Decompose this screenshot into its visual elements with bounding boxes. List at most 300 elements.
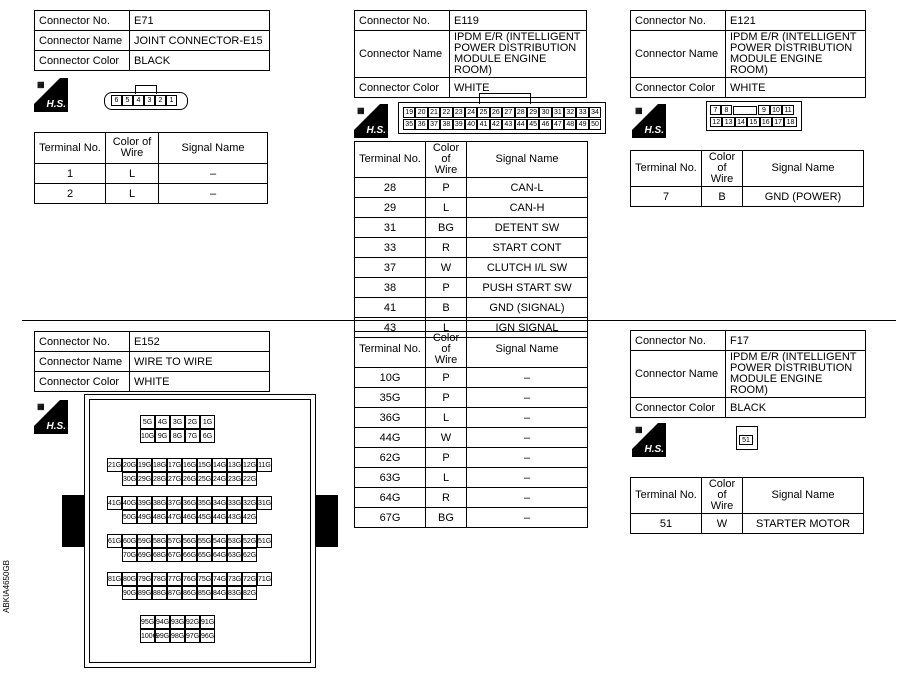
f17-connector-face — [736, 426, 758, 450]
e121-info-table — [630, 10, 866, 98]
pin-cell: 14G — [212, 458, 227, 472]
pin-cell: 37 — [428, 119, 440, 130]
cell-signal: DETENT SW — [467, 218, 588, 238]
pin-cell: 92G — [185, 615, 200, 629]
pin-cell: 15G — [197, 458, 212, 472]
pin-cell: 29 — [527, 107, 539, 118]
info-key: Connector Name — [35, 31, 130, 51]
pin-cell: 7G — [185, 429, 200, 443]
pin-cell: 10G — [140, 429, 155, 443]
harness-side-icon — [632, 104, 666, 138]
info-value: BLACK — [130, 51, 270, 71]
pin-cell: 67G — [167, 548, 182, 562]
cell-signal: – — [159, 184, 268, 204]
cell-terminal: 33 — [355, 238, 426, 258]
e119-info-table — [354, 10, 587, 98]
info-key: Connector Color — [35, 51, 130, 71]
pin-cell: 74G — [212, 572, 227, 586]
info-value: F17 — [726, 331, 866, 351]
pin-cell: 13 — [722, 117, 734, 127]
pin-cell: 96G — [200, 629, 215, 643]
info-key: Connector No. — [355, 11, 450, 31]
cell-terminal: 41 — [355, 298, 426, 318]
e121-terminal-table — [630, 150, 864, 207]
cell-signal: – — [467, 428, 588, 448]
e71-info-table — [34, 10, 270, 71]
hs-label: H.S. — [46, 421, 66, 432]
info-value: E71 — [130, 11, 270, 31]
pin-cell: 31 — [552, 107, 564, 118]
header-signal: Signal Name — [743, 478, 864, 514]
hs-label: H.S. — [644, 125, 664, 136]
section-divider — [22, 320, 896, 321]
pin-cell: 94G — [155, 615, 170, 629]
cell-terminal: 31 — [355, 218, 426, 238]
pin-cell: 87G — [167, 586, 182, 600]
pin-cell: 69G — [137, 548, 152, 562]
pin-cell: 5G — [140, 415, 155, 429]
pin-cell: 90G — [122, 586, 137, 600]
pin-cell: 44G — [212, 510, 227, 524]
pin-cell: 38G — [152, 496, 167, 510]
table-row — [355, 388, 588, 408]
cell-color: W — [426, 258, 467, 278]
header-terminal: Terminal No. — [631, 151, 702, 187]
pin-cell: 20 — [415, 107, 427, 118]
cell-terminal: 36G — [355, 408, 426, 428]
pin-cell: 23 — [453, 107, 465, 118]
cell-terminal: 44G — [355, 428, 426, 448]
pin-cell: 30 — [539, 107, 551, 118]
info-key: Connector Color — [355, 78, 450, 98]
info-value: E121 — [726, 11, 866, 31]
pin-cell: 30G — [122, 472, 137, 486]
table-row — [355, 258, 588, 278]
pin-cell: 4 — [133, 95, 144, 106]
pin-cell: 46G — [182, 510, 197, 524]
cell-color: B — [426, 298, 467, 318]
header-terminal: Terminal No. — [631, 478, 702, 514]
pin-cell: 52G — [242, 534, 257, 548]
pin-cell: 29G — [137, 472, 152, 486]
pin-cell: 46 — [539, 119, 551, 130]
table-row — [355, 468, 588, 488]
header-signal: Signal Name — [159, 133, 268, 164]
header-terminal: Terminal No. — [355, 142, 426, 178]
pin-cell: 78G — [152, 572, 167, 586]
e152-connector-face — [84, 394, 316, 668]
table-row — [631, 514, 864, 534]
connector-glyph-icon: ▦ — [37, 402, 45, 411]
pin-cell: 62G — [242, 548, 257, 562]
e152-terminal-table — [354, 331, 588, 528]
info-key: Connector Name — [631, 31, 726, 78]
info-key: Connector Color — [631, 78, 726, 98]
pin-cell: 26G — [182, 472, 197, 486]
cell-color: BG — [426, 218, 467, 238]
pin-cell: 45G — [197, 510, 212, 524]
pin-cell: 38 — [440, 119, 452, 130]
info-value: E152 — [130, 332, 270, 352]
pin-cell: 48 — [564, 119, 576, 130]
info-value: JOINT CONNECTOR-E15 — [130, 31, 270, 51]
cell-signal: GND (POWER) — [743, 187, 864, 207]
info-value: WHITE — [450, 78, 587, 98]
info-key: Connector No. — [631, 11, 726, 31]
pin-cell: 12 — [710, 117, 722, 127]
pin-cell: 36 — [415, 119, 427, 130]
pin-cell: 9G — [155, 429, 170, 443]
cell-signal: – — [467, 368, 588, 388]
connector-latch-left — [62, 495, 84, 547]
info-value: WHITE — [726, 78, 866, 98]
pin-cell: 54G — [212, 534, 227, 548]
pin-cell: 4G — [155, 415, 170, 429]
pin-cell: 35 — [403, 119, 415, 130]
table-row — [631, 187, 864, 207]
cell-color: R — [426, 488, 467, 508]
pin-cell: 82G — [242, 586, 257, 600]
pin-cell: 40G — [122, 496, 137, 510]
pin-cell: 18 — [784, 117, 796, 127]
table-row — [355, 198, 588, 218]
cell-terminal: 64G — [355, 488, 426, 508]
info-value: WHITE — [130, 372, 270, 392]
cell-terminal: 1 — [35, 164, 106, 184]
cell-color: L — [426, 468, 467, 488]
pin-cell: 48G — [152, 510, 167, 524]
pin-cell: 63G — [227, 548, 242, 562]
pin-cell: 33G — [227, 496, 242, 510]
pin-cell: 88G — [152, 586, 167, 600]
cell-signal: – — [467, 448, 588, 468]
header-signal: Signal Name — [467, 142, 588, 178]
cell-signal: STARTER MOTOR — [743, 514, 864, 534]
pin-cell: 100G — [140, 629, 155, 643]
pin-cell: 1G — [200, 415, 215, 429]
pin-cell: 3 — [144, 95, 155, 106]
cell-terminal: 10G — [355, 368, 426, 388]
table-row — [355, 408, 588, 428]
pin-cell: 16G — [182, 458, 197, 472]
pin-cell: 55G — [197, 534, 212, 548]
pin-cell: 25 — [477, 107, 489, 118]
cell-terminal: 51 — [631, 514, 702, 534]
cell-signal: START CONT — [467, 238, 588, 258]
header-terminal: Terminal No. — [35, 133, 106, 164]
header-color: Color of Wire — [426, 332, 467, 368]
info-key: Connector No. — [35, 11, 130, 31]
info-value: BLACK — [726, 398, 866, 418]
pin-cell: 50G — [122, 510, 137, 524]
hs-label: H.S. — [644, 444, 664, 455]
pin-cell: 34 — [589, 107, 601, 118]
pin-cell: 70G — [122, 548, 137, 562]
pin-cell: 86G — [182, 586, 197, 600]
cell-terminal: 2 — [35, 184, 106, 204]
e71-connector-face — [104, 92, 188, 110]
hs-label: H.S. — [46, 99, 66, 110]
table-row — [355, 178, 588, 198]
cell-terminal: 7 — [631, 187, 702, 207]
cell-signal: – — [467, 468, 588, 488]
pin-cell: 36G — [182, 496, 197, 510]
info-key: Connector Color — [35, 372, 130, 392]
pin-cell: 28 — [515, 107, 527, 118]
cell-signal: – — [467, 388, 588, 408]
harness-side-icon — [34, 400, 68, 434]
pin-cell: 75G — [197, 572, 212, 586]
pin-cell: 2G — [185, 415, 200, 429]
pin-cell: 32G — [242, 496, 257, 510]
pin-cell: 19G — [137, 458, 152, 472]
table-row — [355, 508, 588, 528]
pin-cell: 32 — [564, 107, 576, 118]
cell-color: BG — [426, 508, 467, 528]
pin-cell: 15 — [747, 117, 759, 127]
table-row — [355, 428, 588, 448]
pin-cell: 43 — [502, 119, 514, 130]
pin-cell: 68G — [152, 548, 167, 562]
cell-color: B — [702, 187, 743, 207]
pin-cell: 73G — [227, 572, 242, 586]
pin-cell: 71G — [257, 572, 272, 586]
pin-cell: 97G — [185, 629, 200, 643]
e119-terminal-table — [354, 141, 588, 338]
pin-cell: 12G — [242, 458, 257, 472]
table-row — [355, 218, 588, 238]
pin-cell: 35G — [197, 496, 212, 510]
header-color: Color of Wire — [702, 151, 743, 187]
pin-cell: 41G — [107, 496, 122, 510]
cell-signal: PUSH START SW — [467, 278, 588, 298]
pin-cell: 20G — [122, 458, 137, 472]
table-row — [355, 298, 588, 318]
info-value: E119 — [450, 11, 587, 31]
info-key: Connector No. — [35, 332, 130, 352]
pin-cell: 64G — [212, 548, 227, 562]
cell-terminal: 43 — [355, 318, 426, 338]
pin-cell: 17G — [167, 458, 182, 472]
pin-cell: 5 — [122, 95, 133, 106]
pin-cell: 8 — [721, 105, 732, 115]
cell-color: P — [426, 178, 467, 198]
cell-terminal: 37 — [355, 258, 426, 278]
pin-cell: 44 — [515, 119, 527, 130]
info-value: IPDM E/R (INTELLIGENT POWER DISTRIBUTION MODULE ENGINE ROOM) — [450, 31, 587, 78]
pin-cell: 99G — [155, 629, 170, 643]
cell-signal: – — [467, 508, 588, 528]
cell-color: L — [426, 318, 467, 338]
pin-cell: 80G — [122, 572, 137, 586]
cell-color: P — [426, 388, 467, 408]
pin-cell: 93G — [170, 615, 185, 629]
pin-cell: 22 — [440, 107, 452, 118]
cell-color: L — [106, 164, 159, 184]
pin-cell: 98G — [170, 629, 185, 643]
cell-color: L — [426, 198, 467, 218]
pin-cell: 53G — [227, 534, 242, 548]
table-row — [355, 278, 588, 298]
connector-glyph-icon: ▦ — [357, 106, 365, 115]
pin-cell: 77G — [167, 572, 182, 586]
pin-cell: 7 — [710, 105, 721, 115]
pin-cell: 21G — [107, 458, 122, 472]
pin-cell: 19 — [403, 107, 415, 118]
pin-cell: 83G — [227, 586, 242, 600]
pin-cell: 1 — [166, 95, 177, 106]
e71-terminal-table — [34, 132, 268, 204]
pin-cell: 6 — [111, 95, 122, 106]
header-color: Color of Wire — [106, 133, 159, 164]
pin-cell: 2 — [155, 95, 166, 106]
pin-cell: 22G — [242, 472, 257, 486]
cell-signal: – — [159, 164, 268, 184]
pin-cell: 51G — [257, 534, 272, 548]
pin-cell: 26 — [490, 107, 502, 118]
pin-cell: 39G — [137, 496, 152, 510]
pin-cell: 60G — [122, 534, 137, 548]
cell-signal: GND (SIGNAL) — [467, 298, 588, 318]
table-row — [35, 164, 268, 184]
info-key: Connector Color — [631, 398, 726, 418]
pin-cell: 95G — [140, 615, 155, 629]
figure-code: ABKIA4650GB — [2, 560, 11, 613]
cell-terminal: 67G — [355, 508, 426, 528]
pin-cell: 51 — [739, 435, 753, 445]
table-row — [355, 488, 588, 508]
pin-cell: 79G — [137, 572, 152, 586]
info-key: Connector No. — [631, 331, 726, 351]
pin-cell: 14 — [735, 117, 747, 127]
info-value: WIRE TO WIRE — [130, 352, 270, 372]
table-row — [355, 448, 588, 468]
pin-cell: 33 — [576, 107, 588, 118]
pin-cell: 57G — [167, 534, 182, 548]
pin-cell: 65G — [197, 548, 212, 562]
cell-signal: IGN SIGNAL — [467, 318, 588, 338]
cell-signal: CLUTCH I/L SW — [467, 258, 588, 278]
pin-cell: 40 — [465, 119, 477, 130]
table-row — [355, 368, 588, 388]
info-key: Connector Name — [355, 31, 450, 78]
pin-cell: 91G — [200, 615, 215, 629]
pin-cell: 84G — [212, 586, 227, 600]
pin-cell: 47 — [552, 119, 564, 130]
cell-terminal: 62G — [355, 448, 426, 468]
cell-color: P — [426, 448, 467, 468]
cell-signal: – — [467, 408, 588, 428]
pin-cell: 37G — [167, 496, 182, 510]
connector-lock-icon — [733, 106, 757, 115]
harness-side-icon — [632, 423, 666, 457]
pin-cell: 49G — [137, 510, 152, 524]
pin-cell: 56G — [182, 534, 197, 548]
cell-color: W — [702, 514, 743, 534]
pin-cell: 72G — [242, 572, 257, 586]
cell-terminal: 28 — [355, 178, 426, 198]
pin-cell: 17 — [772, 117, 784, 127]
pin-cell: 21 — [428, 107, 440, 118]
pin-cell: 23G — [227, 472, 242, 486]
header-signal: Signal Name — [743, 151, 864, 187]
pin-cell: 58G — [152, 534, 167, 548]
e121-connector-face — [706, 101, 802, 131]
pin-cell: 39 — [453, 119, 465, 130]
pin-cell: 43G — [227, 510, 242, 524]
cell-signal: CAN-L — [467, 178, 588, 198]
table-row — [35, 184, 268, 204]
header-color: Color of Wire — [702, 478, 743, 514]
connector-glyph-icon: ▦ — [635, 425, 643, 434]
info-value: IPDM E/R (INTELLIGENT POWER DISTRIBUTION MODULE ENGINE ROOM) — [726, 31, 866, 78]
hs-label: H.S. — [366, 125, 386, 136]
pin-cell: 85G — [197, 586, 212, 600]
info-value: IPDM E/R (INTELLIGENT POWER DISTRIBUTION MODULE ENGINE ROOM) — [726, 351, 866, 398]
pin-cell: 16 — [760, 117, 772, 127]
header-signal: Signal Name — [467, 332, 588, 368]
pin-cell: 42G — [242, 510, 257, 524]
pin-cell: 76G — [182, 572, 197, 586]
connector-glyph-icon: ▦ — [37, 80, 45, 89]
pin-cell: 9 — [758, 105, 770, 115]
pin-cell: 6G — [200, 429, 215, 443]
harness-side-icon — [354, 104, 388, 138]
pin-cell: 18G — [152, 458, 167, 472]
pin-cell: 13G — [227, 458, 242, 472]
pin-cell: 34G — [212, 496, 227, 510]
pin-cell: 28G — [152, 472, 167, 486]
pin-cell: 49 — [576, 119, 588, 130]
cell-color: R — [426, 238, 467, 258]
pin-cell: 11 — [782, 105, 794, 115]
cell-color: W — [426, 428, 467, 448]
connector-latch-right — [316, 495, 338, 547]
pin-cell: 50 — [589, 119, 601, 130]
pin-cell: 42 — [490, 119, 502, 130]
pin-cell: 3G — [170, 415, 185, 429]
cell-color: L — [106, 184, 159, 204]
pin-cell: 89G — [137, 586, 152, 600]
cell-terminal: 38 — [355, 278, 426, 298]
pin-cell: 31G — [257, 496, 272, 510]
info-key: Connector Name — [631, 351, 726, 398]
e119-connector-face — [398, 102, 606, 134]
pin-cell: 61G — [107, 534, 122, 548]
pin-cell: 27 — [502, 107, 514, 118]
e152-info-table — [34, 331, 270, 392]
info-key: Connector Name — [35, 352, 130, 372]
pin-cell: 59G — [137, 534, 152, 548]
f17-info-table — [630, 330, 866, 418]
pin-cell: 66G — [182, 548, 197, 562]
pin-cell: 24G — [212, 472, 227, 486]
pin-cell: 11G — [257, 458, 272, 472]
header-terminal: Terminal No. — [355, 332, 426, 368]
connector-glyph-icon: ▦ — [635, 106, 643, 115]
pin-cell: 41 — [477, 119, 489, 130]
table-row — [355, 238, 588, 258]
pin-cell: 10 — [770, 105, 782, 115]
cell-signal: CAN-H — [467, 198, 588, 218]
pin-cell: 47G — [167, 510, 182, 524]
cell-signal: – — [467, 488, 588, 508]
pin-cell: 25G — [197, 472, 212, 486]
header-color: Color of Wire — [426, 142, 467, 178]
cell-terminal: 29 — [355, 198, 426, 218]
pin-cell: 27G — [167, 472, 182, 486]
harness-side-icon — [34, 78, 68, 112]
